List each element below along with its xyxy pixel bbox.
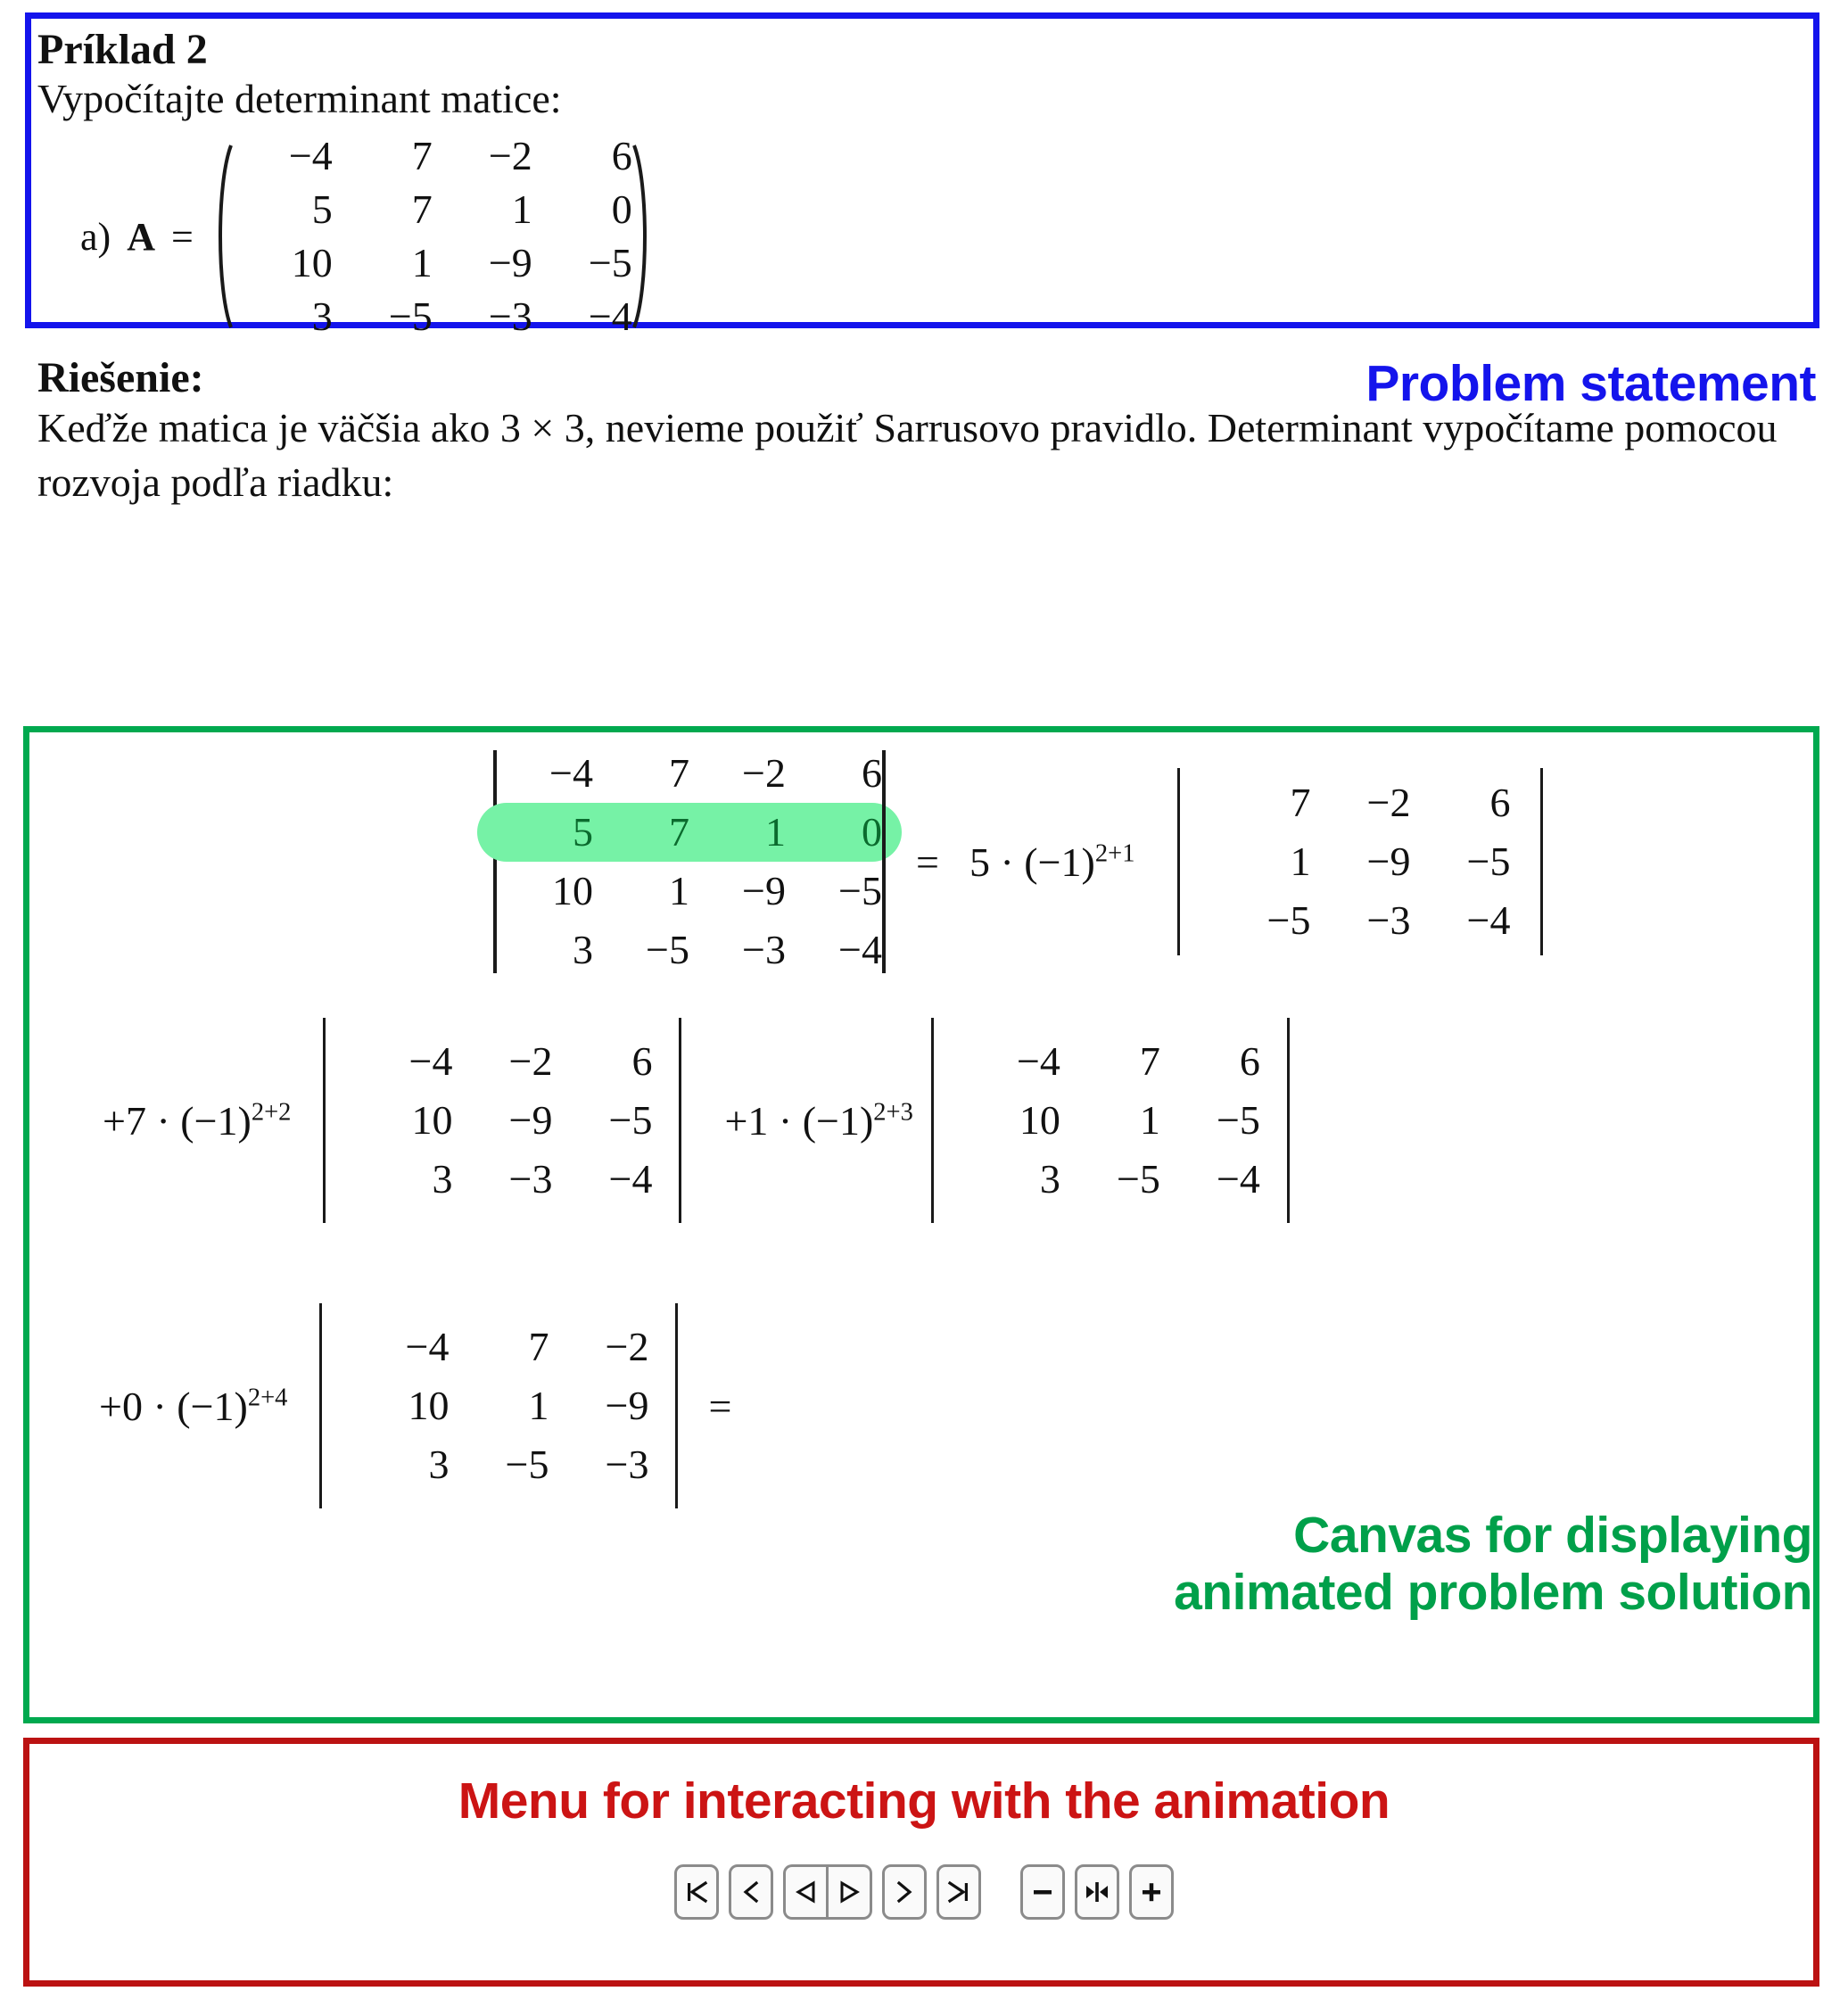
matrix-a-grid [233,129,632,343]
matrix-name: A [127,214,155,259]
matrix-cell: 7 [411,186,433,232]
equals-sign: = [170,214,194,259]
matrix-cell: −5 [505,1442,549,1487]
matrix-cell: −5 [838,868,882,913]
term-2-coefficient: $+7 \cdot (-1)^{2+2}$ [103,1097,292,1144]
matrix-cell: −5 [588,240,632,285]
matrix-cell: 5 [477,803,593,862]
matrix-cell: 0 [786,803,902,862]
matrix-cell: −3 [605,1442,649,1487]
matrix-cell: 3 [311,293,333,339]
matrix-cell: 10 [291,240,333,285]
matrix-cell: 7 [1139,1038,1160,1084]
matrix-cell: −4 [288,133,333,178]
matrix-cell: −9 [508,1097,553,1143]
matrix-cell: −4 [408,1038,453,1084]
play-forward-button[interactable] [828,1864,872,1920]
annotation-menu: Menu for interacting with the animation [458,1772,1390,1830]
matrix-cell: 10 [552,868,593,913]
term-1-coefficient: $5 \cdot (-1)^{2+1}$ [969,839,1135,885]
matrix-cell: 1 [511,186,532,232]
matrix-cell: −2 [1366,780,1411,825]
matrix-cell: 1 [1139,1097,1160,1143]
statement-matrix-expression [80,133,656,339]
term-4-coefficient: $+0 \cdot (-1)^{2+4}$ [99,1383,288,1429]
skip-to-end-button[interactable] [936,1864,981,1920]
determinant-bar-right-icon [882,750,886,973]
matrix-cell: 7 [593,803,689,862]
annotation-canvas: Canvas for displaying animated problem solution [1174,1507,1812,1621]
term-3-minor-grid [961,1032,1260,1209]
matrix-cell: −4 [549,750,593,796]
matrix-cell: −2 [605,1324,649,1369]
page-title: Príklad 2 [37,26,208,73]
matrix-cell: 0 [611,186,632,232]
matrix-cell: −4 [1016,1038,1060,1084]
solution-heading: Riešenie: [37,354,204,401]
matrix-a [210,133,656,339]
minor-bar-left-icon [319,1303,322,1508]
matrix-cell: 7 [411,133,433,178]
matrix-cell: 6 [611,133,632,178]
matrix-cell: −2 [742,750,786,796]
matrix-cell: −4 [588,293,632,339]
right-paren-icon [632,143,656,330]
reset-speed-button[interactable] [1075,1864,1119,1920]
matrix-cell: −9 [605,1383,649,1428]
matrix-cell: −5 [1466,839,1511,884]
matrix-cell: −5 [1116,1156,1160,1202]
matrix-cell: 6 [631,1038,653,1084]
matrix-cell: 6 [1489,780,1511,825]
expansion-row-3 [99,1303,762,1508]
minor-bar-right-icon [679,1018,681,1223]
minor-bar-left-icon [1177,768,1180,955]
step-backward-button[interactable] [729,1864,773,1920]
term-3-coefficient: $+1 \cdot (-1)^{2+3}$ [724,1097,913,1144]
matrix-cell: −5 [1266,897,1311,943]
minor-bar-left-icon [931,1018,934,1223]
matrix-cell: 10 [411,1097,453,1143]
matrix-cell: 10 [1019,1097,1060,1143]
step-forward-button[interactable] [882,1864,927,1920]
matrix-cell: −3 [488,293,532,339]
term-2-minor-grid [352,1032,652,1209]
matrix-cell: 1 [411,240,433,285]
matrix-cell: −4 [1466,897,1511,943]
matrix-cell: −9 [742,868,786,913]
matrix-cell: 1 [669,868,689,913]
expansion-equals: = [916,839,939,885]
minor-bar-right-icon [1540,768,1543,955]
matrix-cell: 3 [573,927,593,972]
matrix-cell: −5 [646,927,689,972]
play-buttons-group [783,1864,872,1920]
solution-paragraph: Keďže matica je väčšia ako 3 × 3, nevieme použiť Sarrusovo pravidlo. Determinant vypočítame pomocou rozvoja podľa riadku: [37,405,1778,505]
term-4-minor [319,1303,678,1508]
matrix-cell: 7 [669,750,689,796]
matrix-cell: 6 [862,750,882,796]
expansion-row-2 [103,1018,1290,1223]
play-reverse-button[interactable] [783,1864,828,1920]
left-paren-icon [210,143,233,330]
matrix-cell: −9 [488,240,532,285]
matrix-cell: −3 [1366,897,1411,943]
matrix-cell: 3 [428,1442,450,1487]
minor-bar-right-icon [1287,1018,1290,1223]
matrix-cell: −3 [742,927,786,972]
source-determinant-grid [497,744,882,979]
decrease-speed-button[interactable] [1020,1864,1065,1920]
matrix-cell: 1 [528,1383,549,1428]
term-1-minor [1177,768,1543,955]
matrix-cell: 1 [1290,839,1311,884]
matrix-cell: 3 [432,1156,453,1202]
increase-speed-button[interactable] [1129,1864,1174,1920]
trailing-equals: = [708,1383,732,1429]
term-4-minor-grid [349,1318,648,1494]
matrix-cell: −5 [1216,1097,1260,1143]
matrix-cell: −2 [508,1038,553,1084]
source-determinant [493,750,886,973]
matrix-cell: −5 [608,1097,653,1143]
matrix-cell: 3 [1039,1156,1060,1202]
matrix-cell: −9 [1366,839,1411,884]
matrix-cell: 1 [689,803,786,862]
item-label: a) [80,214,111,259]
skip-to-start-button[interactable] [674,1864,719,1920]
term-3-minor [931,1018,1290,1223]
minor-bar-left-icon [323,1018,326,1223]
matrix-cell: −4 [405,1324,450,1369]
minor-bar-right-icon [675,1303,678,1508]
matrix-cell: −4 [608,1156,653,1202]
matrix-cell: 10 [408,1383,450,1428]
term-2-minor [323,1018,681,1223]
annotation-problem-statement: Problem statement [1365,355,1816,412]
matrix-cell: −4 [1216,1156,1260,1202]
matrix-cell: 6 [1239,1038,1260,1084]
matrix-cell: −3 [508,1156,553,1202]
matrix-cell: 7 [528,1324,549,1369]
matrix-cell: 7 [1290,780,1311,825]
matrix-cell: −5 [388,293,433,339]
matrix-cell: 5 [311,186,333,232]
problem-prompt: Vypočítajte determinant matice: [37,76,562,121]
matrix-cell: −2 [488,133,532,178]
expansion-row-1 [493,750,1543,973]
term-1-minor-grid [1210,773,1510,950]
matrix-cell: −4 [838,927,882,972]
animation-controls [0,1864,1848,1920]
